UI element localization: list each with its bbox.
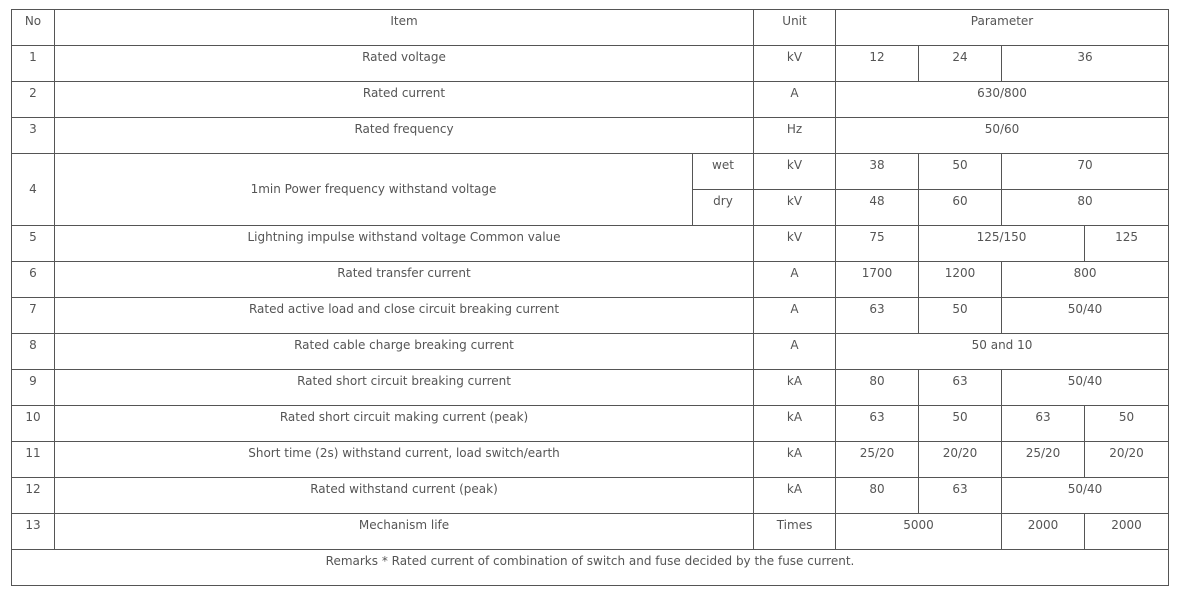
param-cell: 1200: [919, 262, 1002, 298]
param-cell: 48: [836, 190, 919, 226]
row-item: Rated cable charge breaking current: [55, 334, 754, 370]
row-unit: kA: [754, 442, 836, 478]
sub-label-wet: wet: [693, 154, 754, 190]
param-cell: 50/60: [836, 118, 1169, 154]
table-row: [12, 478, 1169, 514]
header-row: [12, 10, 1169, 46]
row-item: Rated current: [55, 82, 754, 118]
param-cell: 63: [919, 370, 1002, 406]
row-unit: kV: [754, 190, 836, 226]
row-item: Rated active load and close circuit breaking current: [55, 298, 754, 334]
param-cell: 36: [1002, 46, 1169, 82]
row-item: Rated short circuit breaking current: [55, 370, 754, 406]
param-cell: 20/20: [1085, 442, 1169, 478]
spec-table: [11, 9, 1169, 586]
param-cell: 80: [1002, 190, 1169, 226]
row-no: 7: [12, 298, 55, 334]
row-item: Rated withstand current (peak): [55, 478, 754, 514]
row-no: 3: [12, 118, 55, 154]
param-cell: 12: [836, 46, 919, 82]
row-no: 8: [12, 334, 55, 370]
remarks: Remarks * Rated current of combination of switch and fuse decided by the fuse current.: [12, 550, 1169, 586]
row-unit: kA: [754, 406, 836, 442]
param-cell: 125: [1085, 226, 1169, 262]
table-row: [12, 298, 1169, 334]
param-cell: 24: [919, 46, 1002, 82]
param-cell: 38: [836, 154, 919, 190]
row-unit: kV: [754, 46, 836, 82]
param-cell: 60: [919, 190, 1002, 226]
header-no: No: [12, 10, 55, 46]
param-cell: 5000: [836, 514, 1002, 550]
table-row: [12, 226, 1169, 262]
row-item: Mechanism life: [55, 514, 754, 550]
row-no: 10: [12, 406, 55, 442]
table-row: [12, 370, 1169, 406]
table-row: [12, 262, 1169, 298]
header-parameter: Parameter: [836, 10, 1169, 46]
param-cell: 70: [1002, 154, 1169, 190]
table-row: [12, 514, 1169, 550]
remarks-row: [12, 550, 1169, 586]
param-cell: 1700: [836, 262, 919, 298]
param-cell: 2000: [1002, 514, 1085, 550]
row-unit: A: [754, 262, 836, 298]
row-no: 9: [12, 370, 55, 406]
param-cell: 630/800: [836, 82, 1169, 118]
row-unit: kV: [754, 154, 836, 190]
param-cell: 25/20: [836, 442, 919, 478]
row-unit: A: [754, 298, 836, 334]
table-row: [12, 442, 1169, 478]
row-unit: Times: [754, 514, 836, 550]
param-cell: 25/20: [1002, 442, 1085, 478]
row-item: Rated voltage: [55, 46, 754, 82]
param-cell: 80: [836, 370, 919, 406]
row-item: 1min Power frequency withstand voltage: [55, 154, 693, 226]
row-unit: A: [754, 82, 836, 118]
row-no: 13: [12, 514, 55, 550]
row-item: Rated transfer current: [55, 262, 754, 298]
row-item: Short time (2s) withstand current, load switch/earth: [55, 442, 754, 478]
param-cell: 50/40: [1002, 370, 1169, 406]
table-row: [12, 406, 1169, 442]
row-no: 5: [12, 226, 55, 262]
sub-label-dry: dry: [693, 190, 754, 226]
row-no: 4: [12, 154, 55, 226]
param-cell: 2000: [1085, 514, 1169, 550]
param-cell: 50: [919, 406, 1002, 442]
row-no: 1: [12, 46, 55, 82]
row-item: Rated short circuit making current (peak): [55, 406, 754, 442]
param-cell: 125/150: [919, 226, 1085, 262]
row-unit: kA: [754, 478, 836, 514]
param-cell: 20/20: [919, 442, 1002, 478]
row-item: Lightning impulse withstand voltage Common value: [55, 226, 754, 262]
row-no: 2: [12, 82, 55, 118]
row-unit: kA: [754, 370, 836, 406]
header-item: Item: [55, 10, 754, 46]
param-cell: 63: [919, 478, 1002, 514]
table-row: [12, 82, 1169, 118]
row-item: Rated frequency: [55, 118, 754, 154]
param-cell: 63: [836, 406, 919, 442]
table-row: [12, 46, 1169, 82]
param-cell: 50/40: [1002, 298, 1169, 334]
table-row: [12, 118, 1169, 154]
row-no: 11: [12, 442, 55, 478]
row-unit: Hz: [754, 118, 836, 154]
param-cell: 50 and 10: [836, 334, 1169, 370]
row-unit: A: [754, 334, 836, 370]
row-no: 12: [12, 478, 55, 514]
param-cell: 50: [919, 298, 1002, 334]
table-row: [12, 154, 1169, 190]
table-row: [12, 334, 1169, 370]
param-cell: 80: [836, 478, 919, 514]
row-unit: kV: [754, 226, 836, 262]
param-cell: 50/40: [1002, 478, 1169, 514]
row-no: 6: [12, 262, 55, 298]
header-unit: Unit: [754, 10, 836, 46]
param-cell: 75: [836, 226, 919, 262]
param-cell: 50: [1085, 406, 1169, 442]
param-cell: 50: [919, 154, 1002, 190]
param-cell: 800: [1002, 262, 1169, 298]
param-cell: 63: [836, 298, 919, 334]
param-cell: 63: [1002, 406, 1085, 442]
